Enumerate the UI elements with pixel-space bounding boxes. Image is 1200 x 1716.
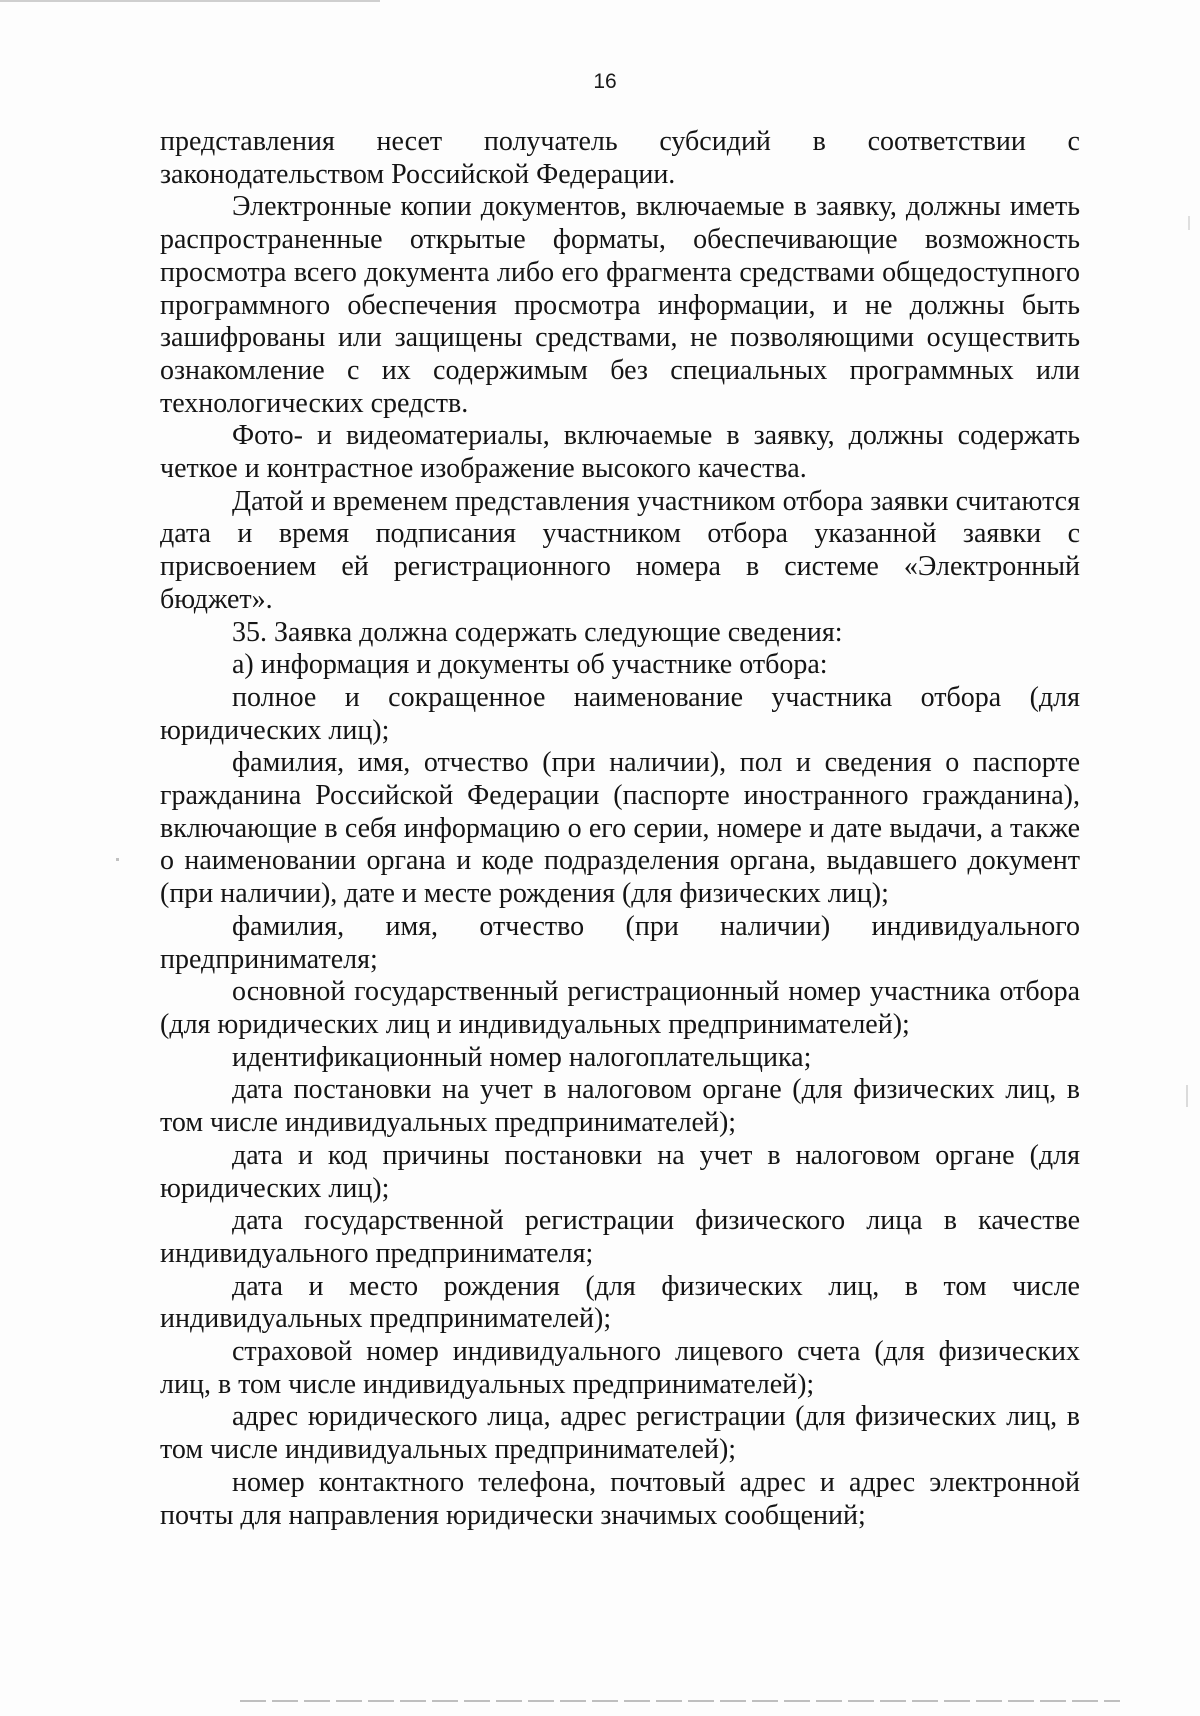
scan-speck [116,858,119,861]
paragraph: дата постановки на учет в налоговом органе (для физических лиц, в том числе индивидуальных предпринимателей); [160,1074,1080,1139]
paragraph: фамилия, имя, отчество (при наличии), пол и сведения о паспорте гражданина Российской Федерации (паспорте иностранного гражданина), включающие в себя информацию о его серии, номере и дате выдачи, а также о наименовании органа и коде подразделения органа, выдавшего документ (при наличии), дате и месте рождения (для физических лиц); [160,747,1080,910]
paragraph: представления несет получатель субсидий в соответствии с законодательством Российской Федерации. [160,126,1080,190]
page-number: 16 [593,70,617,93]
scan-top-edge [0,0,380,2]
document-body [160,126,1080,1532]
paragraph: дата и код причины постановки на учет в налоговом органе (для юридических лиц); [160,1139,1080,1204]
paragraph: адрес юридического лица, адрес регистрации (для физических лиц, в том числе индивидуальных предпринимателей); [160,1401,1080,1466]
paragraph: Датой и временем представления участником отбора заявки считаются дата и время подписания участником отбора указанной заявки с присвоением ей регистрационного номера в системе «Электронный бюджет». [160,485,1080,615]
paragraph: дата и место рождения (для физических лиц, в том числе индивидуальных предпринимателей); [160,1270,1080,1335]
scan-bottom-edge [240,1700,1120,1702]
paragraph: полное и сокращенное наименование участника отбора (для юридических лиц); [160,681,1080,746]
scan-speck [1188,216,1190,230]
paragraph: фамилия, имя, отчество (при наличии) индивидуального предпринимателя; [160,910,1080,975]
paragraph: Фото- и видеоматериалы, включаемые в заявку, должны содержать четкое и контрастное изображение высокого качества. [160,420,1080,485]
paragraph: страховой номер индивидуального лицевого счета (для физических лиц, в том числе индивидуальных предпринимателей); [160,1336,1080,1400]
paragraph: дата государственной регистрации физического лица в качестве индивидуального предпринимателя; [160,1205,1080,1269]
paragraph: номер контактного телефона, почтовый адрес и адрес электронной почты для направления юридически значимых сообщений; [160,1466,1080,1531]
scan-speck [1186,1085,1188,1107]
paragraph: идентификационный номер налогоплательщика; [232,1041,812,1073]
paragraph: а) информация и документы об участнике отбора: [232,649,828,681]
paragraph: основной государственный регистрационный номер участника отбора (для юридических лиц и индивидуальных предпринимателей); [160,976,1080,1040]
paragraph: Электронные копии документов, включаемые в заявку, должны иметь распространенные открытые форматы, обеспечивающие возможность просмотра всего документа либо его фрагмента средствами общедоступного программного обеспечения просмотра информации, и не должны быть зашифрованы или защищены средствами, не позволяющими осуществить ознакомление с их содержимым без специальных программных или технологических средств. [160,191,1080,419]
paragraph: 35. Заявка должна содержать следующие сведения: [232,616,843,648]
